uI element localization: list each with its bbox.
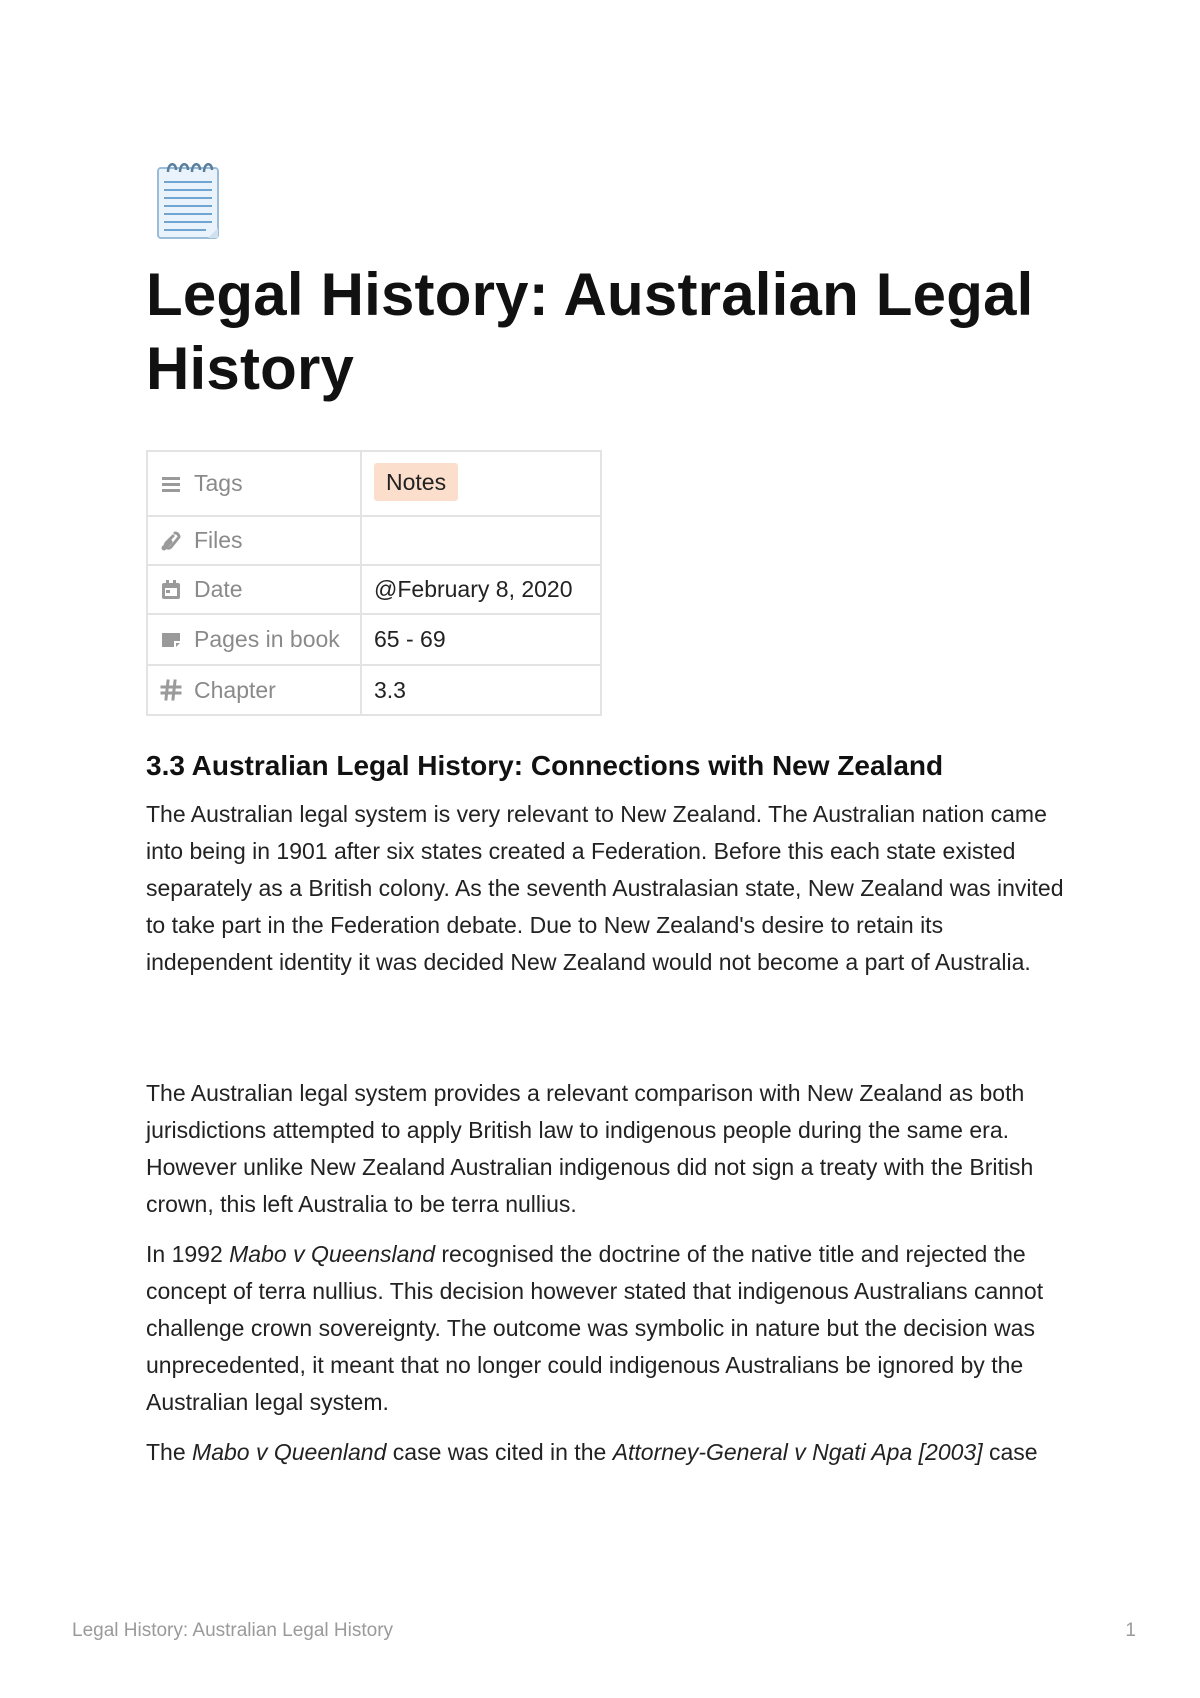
property-row-chapter bbox=[147, 665, 601, 715]
property-value-cell[interactable]: @February 8, 2020 bbox=[361, 565, 601, 614]
paragraph-citation bbox=[146, 1434, 1071, 1471]
property-label: Chapter bbox=[194, 676, 276, 703]
text-icon bbox=[160, 629, 182, 651]
paragraph-comparison: The Australian legal system provides a relevant comparison with New Zealand as both jurisdictions attempted to apply British law to indigenous people during the same era. However unlike New Zealand Australian indigenous did not sign a treaty with the British crown, this left Australia to be terra nullius. bbox=[146, 1080, 1034, 1217]
property-label: Pages in book bbox=[194, 626, 340, 652]
text-run: The bbox=[146, 1439, 193, 1465]
property-label: Tags bbox=[194, 470, 243, 496]
page-title: Legal History: Australian Legal History bbox=[146, 261, 1034, 402]
properties-table bbox=[146, 450, 602, 716]
paperclip-icon bbox=[160, 530, 182, 552]
property-label: Files bbox=[194, 527, 243, 553]
case-name: Attorney-General v Ngati Apa [2003] bbox=[612, 1439, 983, 1465]
property-row-pages bbox=[147, 614, 601, 665]
text-run: recognised the doctrine of the native title and rejected the concept of terra nullius. This decision however stated that indigenous Australians cannot challenge crown sovereignty. The outcome was symbolic in nature but the decision was unprecedented, it meant that no longer could indigenous Australians be ignored by the Australian legal system. bbox=[146, 1241, 1044, 1415]
text-run: In 1992 bbox=[146, 1241, 230, 1267]
property-value-cell[interactable]: 65 - 69 bbox=[361, 614, 601, 665]
text-run: case was cited in the bbox=[386, 1439, 613, 1465]
property-name-cell[interactable] bbox=[147, 665, 361, 715]
tag-pill[interactable]: Notes bbox=[374, 463, 458, 501]
property-name-cell[interactable] bbox=[147, 516, 361, 565]
spiral-notepad-icon bbox=[156, 158, 226, 242]
property-name-cell[interactable] bbox=[147, 451, 361, 516]
calendar-icon bbox=[160, 579, 182, 601]
page-number: 1 bbox=[1125, 1620, 1136, 1641]
property-name-cell[interactable] bbox=[147, 565, 361, 614]
property-value-cell[interactable] bbox=[361, 516, 601, 565]
property-row-tags bbox=[147, 451, 601, 516]
case-name: Mabo v Queenland bbox=[192, 1439, 387, 1465]
section-heading: 3.3 Australian Legal History: Connections with New Zealand bbox=[146, 750, 944, 781]
hash-icon bbox=[160, 679, 182, 701]
property-row-date bbox=[147, 565, 601, 614]
property-name-cell[interactable] bbox=[147, 614, 361, 665]
footer-title: Legal History: Australian Legal History bbox=[72, 1620, 394, 1641]
text-run: case bbox=[982, 1439, 1038, 1465]
list-icon bbox=[160, 473, 182, 495]
property-value-cell[interactable]: 3.3 bbox=[361, 665, 601, 715]
property-label: Date bbox=[194, 576, 243, 602]
property-row-files bbox=[147, 516, 601, 565]
case-name: Mabo v Queensland bbox=[229, 1241, 435, 1267]
property-value-cell[interactable] bbox=[361, 451, 601, 516]
paragraph-mabo bbox=[146, 1236, 1071, 1421]
paragraph-federation: The Australian legal system is very relevant to New Zealand. The Australian nation came into being in 1901 after six states created a Federation. Before this each state existed separately as a British colony. As the seventh Australasian state, New Zealand was invited to take part in the Federation debate. Due to New Zealand's desire to retain its independent identity it was decided New Zealand would not become a part of Australia. bbox=[146, 801, 1064, 975]
